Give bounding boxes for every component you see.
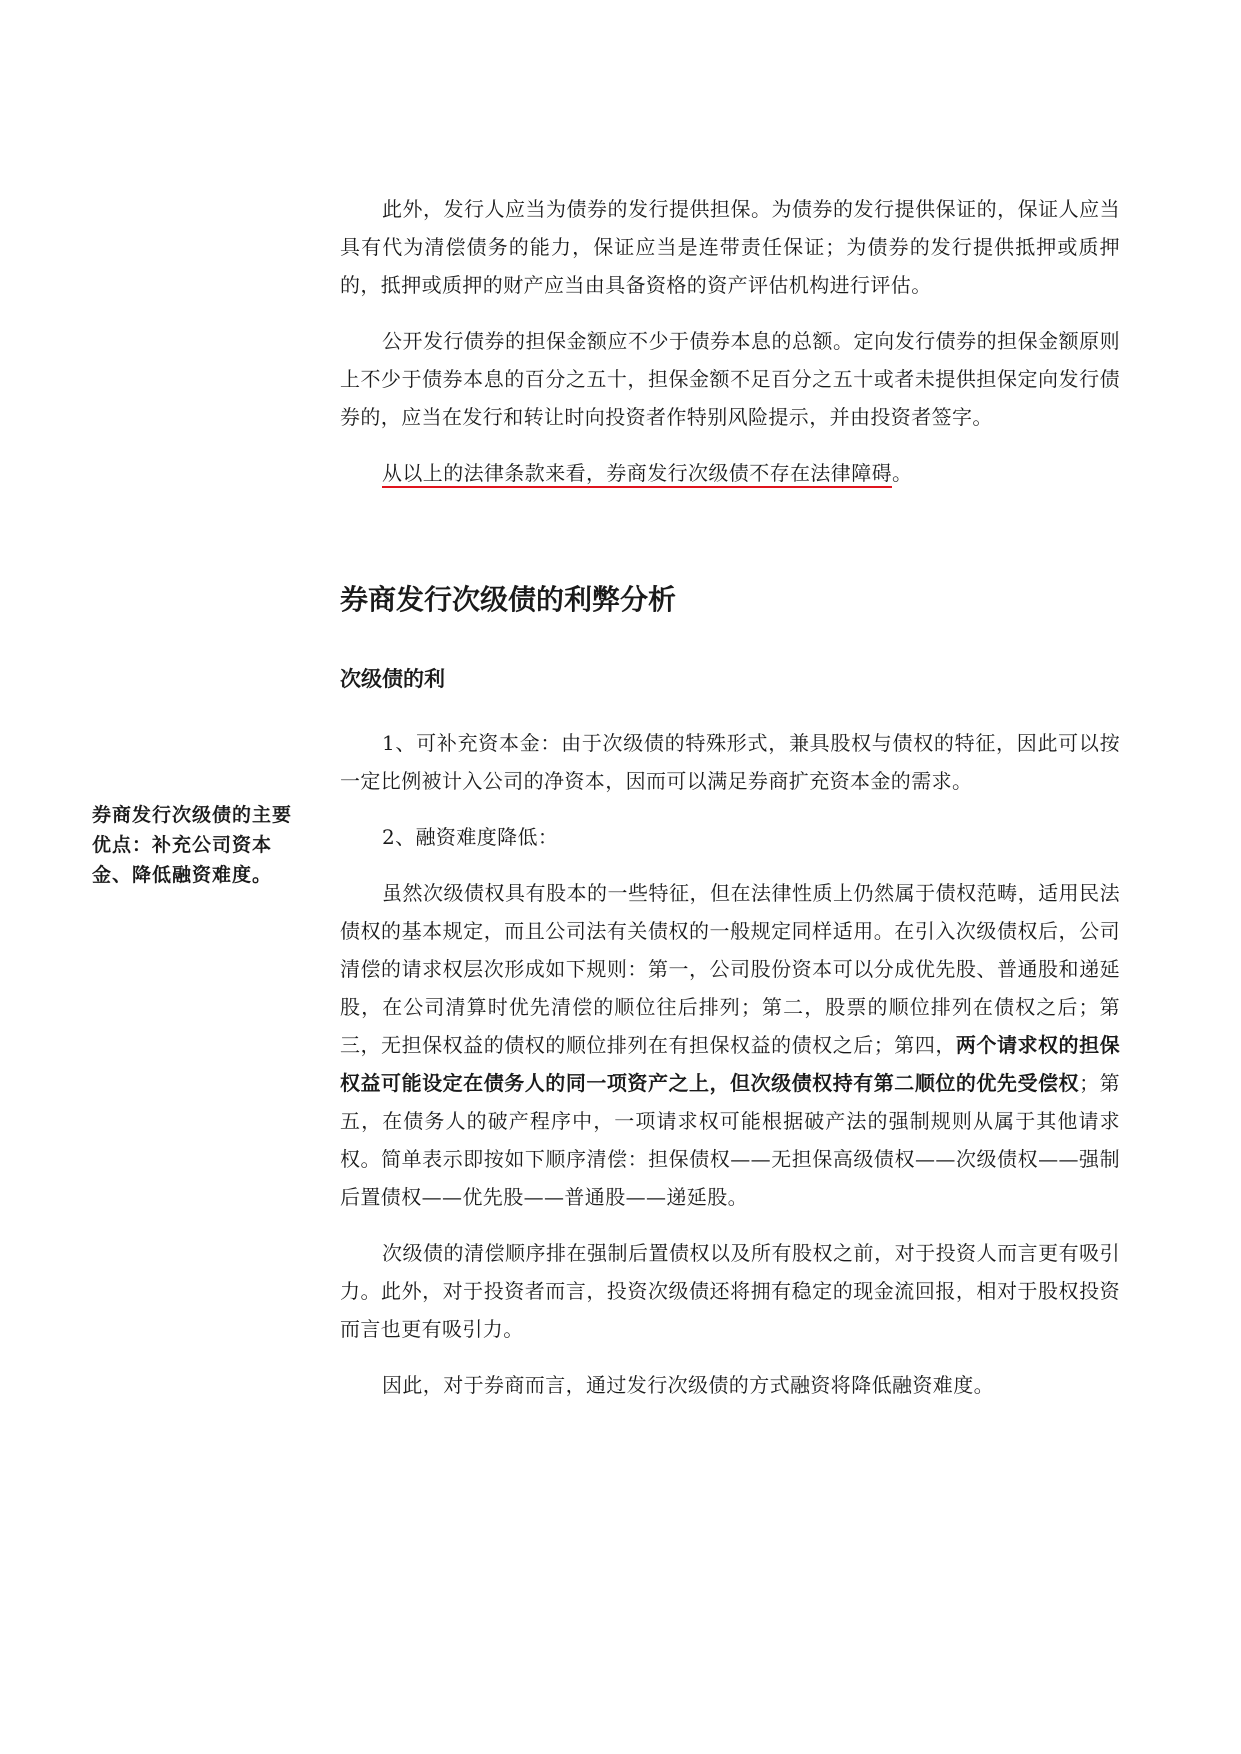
conclusion-period: 。 [892,461,913,485]
paragraph-claims-order [340,874,1120,1216]
claims-order-text-b: ；第五，在债务人的破产程序中，一项请求权可能根据破产法的强制规则从属于其他请求权。简单表示即按如下顺序清偿：担保债权——无担保高级债权——次级债权——强制后置债权——优先股——普通股——递延股。 [340,1071,1120,1209]
subsection-title: 次级债的利 [340,667,445,691]
claims-order-bold-text: 两个请求权的担保权益可能设定在债务人的同一项资产之上，但次级债权持有第二顺位的优先受偿权 [340,1033,1120,1095]
paragraph-attractiveness: 次级债的清偿顺序排在强制后置债权以及所有股权之前，对于投资人而言更有吸引力。此外，对于投资者而言，投资次级债还将拥有稳定的现金流回报，相对于股权投资而言也更有吸引力。 [340,1241,1120,1341]
paragraph-guarantee-amount: 公开发行债券的担保金额应不少于债券本息的总额。定向发行债券的担保金额原则上不少于债券本息的百分之五十，担保金额不足百分之五十或者未提供担保定向发行债券的，应当在发行和转让时向投资者作特别风险提示，并由投资者签字。 [340,329,1120,429]
paragraph-conclusion [340,454,1120,492]
main-content [340,190,1120,1422]
claims-order-text-a: 虽然次级债权具有股本的一些特征，但在法律性质上仍然属于债权范畴，适用民法债权的基本规定，而且公司法有关债权的一般规定同样适用。在引入次级债权后，公司清偿的请求权层次形成如下规则：第一，公司股份资本可以分成优先股、普通股和递延股，在公司清算时优先清偿的顺位往后排列；第二，股票的顺位排列在债权之后；第三，无担保权益的债权的顺位排列在有担保权益的债权之后；第四， [340,881,1120,1057]
sidebar-note: 券商发行次级债的主要优点：补充公司资本金、降低融资难度。 [92,804,293,886]
paragraph-guarantee: 此外，发行人应当为债券的发行提供担保。为债券的发行提供保证的，保证人应当具有代为清偿债务的能力，保证应当是连带责任保证；为债券的发行提供抵押或质押的，抵押或质押的财产应当由具备资格的资产评估机构进行评估。 [340,197,1120,297]
conclusion-underlined-text: 从以上的法律条款来看，券商发行次级债不存在法律障碍 [382,461,892,485]
section-title: 券商发行次级债的利弊分析 [340,583,677,616]
paragraph-final: 因此，对于券商而言，通过发行次级债的方式融资将降低融资难度。 [382,1373,994,1397]
paragraph-item-1: 1、可补充资本金：由于次级债的特殊形式，兼具股权与债权的特征，因此可以按一定比例被计入公司的净资本，因而可以满足券商扩充资本金的需求。 [340,731,1120,793]
paragraph-item-2: 2、融资难度降低： [382,825,559,849]
